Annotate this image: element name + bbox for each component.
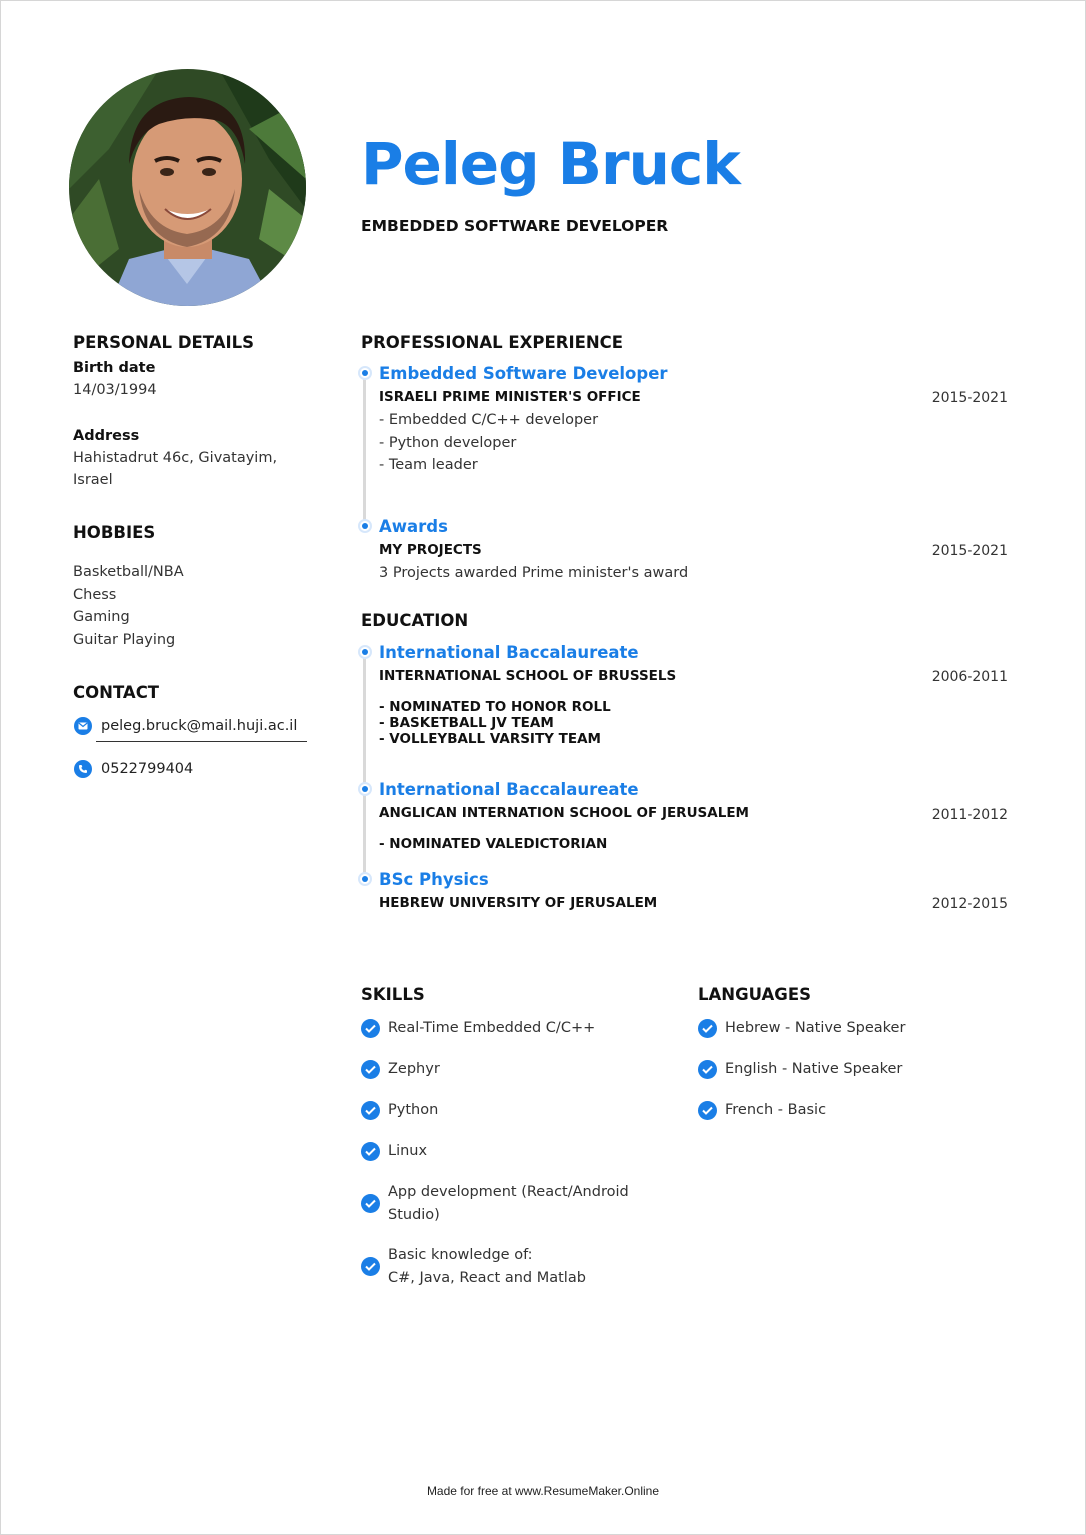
check-icon	[361, 1257, 380, 1276]
check-icon	[698, 1101, 717, 1120]
check-icon	[361, 1142, 380, 1161]
education-detail-line: - NOMINATED VALEDICTORIAN	[379, 836, 608, 852]
education-date: 2011-2012	[931, 807, 1008, 823]
language-item	[698, 1099, 826, 1122]
hobby-item: Chess	[73, 587, 117, 603]
phone-row[interactable]	[74, 759, 193, 779]
address-label: Address	[73, 428, 140, 444]
birth-date-value: 14/03/1994	[73, 382, 157, 398]
education-detail-line: - NOMINATED TO HONOR ROLL	[379, 699, 611, 715]
experience-title: Awards	[379, 517, 448, 536]
phone-text: 0522799404	[101, 761, 194, 777]
experience-desc-line: - Team leader	[379, 457, 478, 473]
contact-heading: CONTACT	[73, 683, 160, 702]
phone-icon	[74, 760, 92, 778]
language-label: French - Basic	[725, 1102, 827, 1118]
check-icon	[361, 1060, 380, 1079]
experience-timeline	[363, 373, 366, 527]
education-org: INTERNATIONAL SCHOOL OF BRUSSELS	[379, 668, 677, 684]
education-timeline	[363, 652, 366, 880]
check-icon	[361, 1101, 380, 1120]
education-detail-line: - BASKETBALL JV TEAM	[379, 715, 554, 731]
skill-label: App development (React/Android Studio)	[388, 1184, 629, 1223]
candidate-name: Peleg Bruck	[361, 130, 740, 198]
timeline-dot	[358, 645, 372, 659]
profile-photo	[69, 69, 306, 306]
education-detail-line: - VOLLEYBALL VARSITY TEAM	[379, 731, 601, 747]
skills-heading: SKILLS	[361, 985, 425, 1004]
skill-item	[361, 1099, 438, 1122]
footer-credit: Made for free at www.ResumeMaker.Online	[426, 1484, 660, 1498]
timeline-dot	[358, 366, 372, 380]
languages-heading: LANGUAGES	[698, 985, 811, 1004]
hobbies-heading: HOBBIES	[73, 523, 156, 542]
experience-heading: PROFESSIONAL EXPERIENCE	[361, 333, 624, 352]
email-row[interactable]	[74, 716, 297, 736]
education-org: ANGLICAN INTERNATION SCHOOL OF JERUSALEM	[379, 805, 749, 821]
language-item	[698, 1017, 905, 1040]
experience-title: Embedded Software Developer	[379, 364, 668, 383]
education-title: BSc Physics	[379, 870, 489, 889]
language-item	[698, 1058, 902, 1081]
education-title: International Baccalaureate	[379, 643, 639, 662]
experience-org: MY PROJECTS	[379, 542, 482, 558]
experience-date: 2015-2021	[931, 390, 1008, 406]
experience-date: 2015-2021	[931, 543, 1008, 559]
timeline-dot	[358, 519, 372, 533]
education-heading: EDUCATION	[361, 611, 469, 630]
timeline-dot	[358, 782, 372, 796]
skill-label: Basic knowledge of: C#, Java, React and Matlab	[388, 1247, 586, 1286]
hobby-item: Gaming	[73, 609, 130, 625]
check-icon	[361, 1194, 380, 1213]
skill-item	[361, 1058, 440, 1081]
education-title: International Baccalaureate	[379, 780, 639, 799]
experience-desc-line: - Embedded C/C++ developer	[379, 412, 599, 428]
check-icon	[698, 1019, 717, 1038]
skill-item	[361, 1244, 586, 1289]
skill-item	[361, 1140, 427, 1163]
address-line-2: Israel	[73, 472, 113, 488]
check-icon	[698, 1060, 717, 1079]
skill-label: Zephyr	[388, 1061, 440, 1077]
email-underline	[96, 741, 307, 742]
language-label: English - Native Speaker	[725, 1061, 903, 1077]
check-icon	[361, 1019, 380, 1038]
job-title: EMBEDDED SOFTWARE DEVELOPER	[361, 217, 669, 235]
skill-label: Real-Time Embedded C/C++	[388, 1020, 596, 1036]
experience-org: ISRAELI PRIME MINISTER'S OFFICE	[379, 389, 641, 405]
education-date: 2006-2011	[931, 669, 1008, 685]
address-line-1: Hahistadrut 46c, Givatayim,	[73, 450, 278, 466]
experience-desc-line: - Python developer	[379, 435, 517, 451]
skill-item	[361, 1017, 595, 1040]
education-org: HEBREW UNIVERSITY OF JERUSALEM	[379, 895, 658, 911]
skill-label: Python	[388, 1102, 439, 1118]
email-link[interactable]: peleg.bruck@mail.huji.ac.il	[101, 718, 298, 734]
birth-date-label: Birth date	[73, 360, 156, 376]
timeline-dot	[358, 872, 372, 886]
envelope-icon	[74, 717, 92, 735]
skill-label: Linux	[388, 1143, 428, 1159]
experience-desc-line: 3 Projects awarded Prime minister's award	[379, 565, 689, 581]
language-label: Hebrew - Native Speaker	[725, 1020, 906, 1036]
skill-item	[361, 1181, 629, 1226]
hobby-item: Basketball/NBA	[73, 564, 184, 580]
personal-details-heading: PERSONAL DETAILS	[73, 333, 255, 352]
hobby-item: Guitar Playing	[73, 632, 176, 648]
education-date: 2012-2015	[931, 896, 1008, 912]
